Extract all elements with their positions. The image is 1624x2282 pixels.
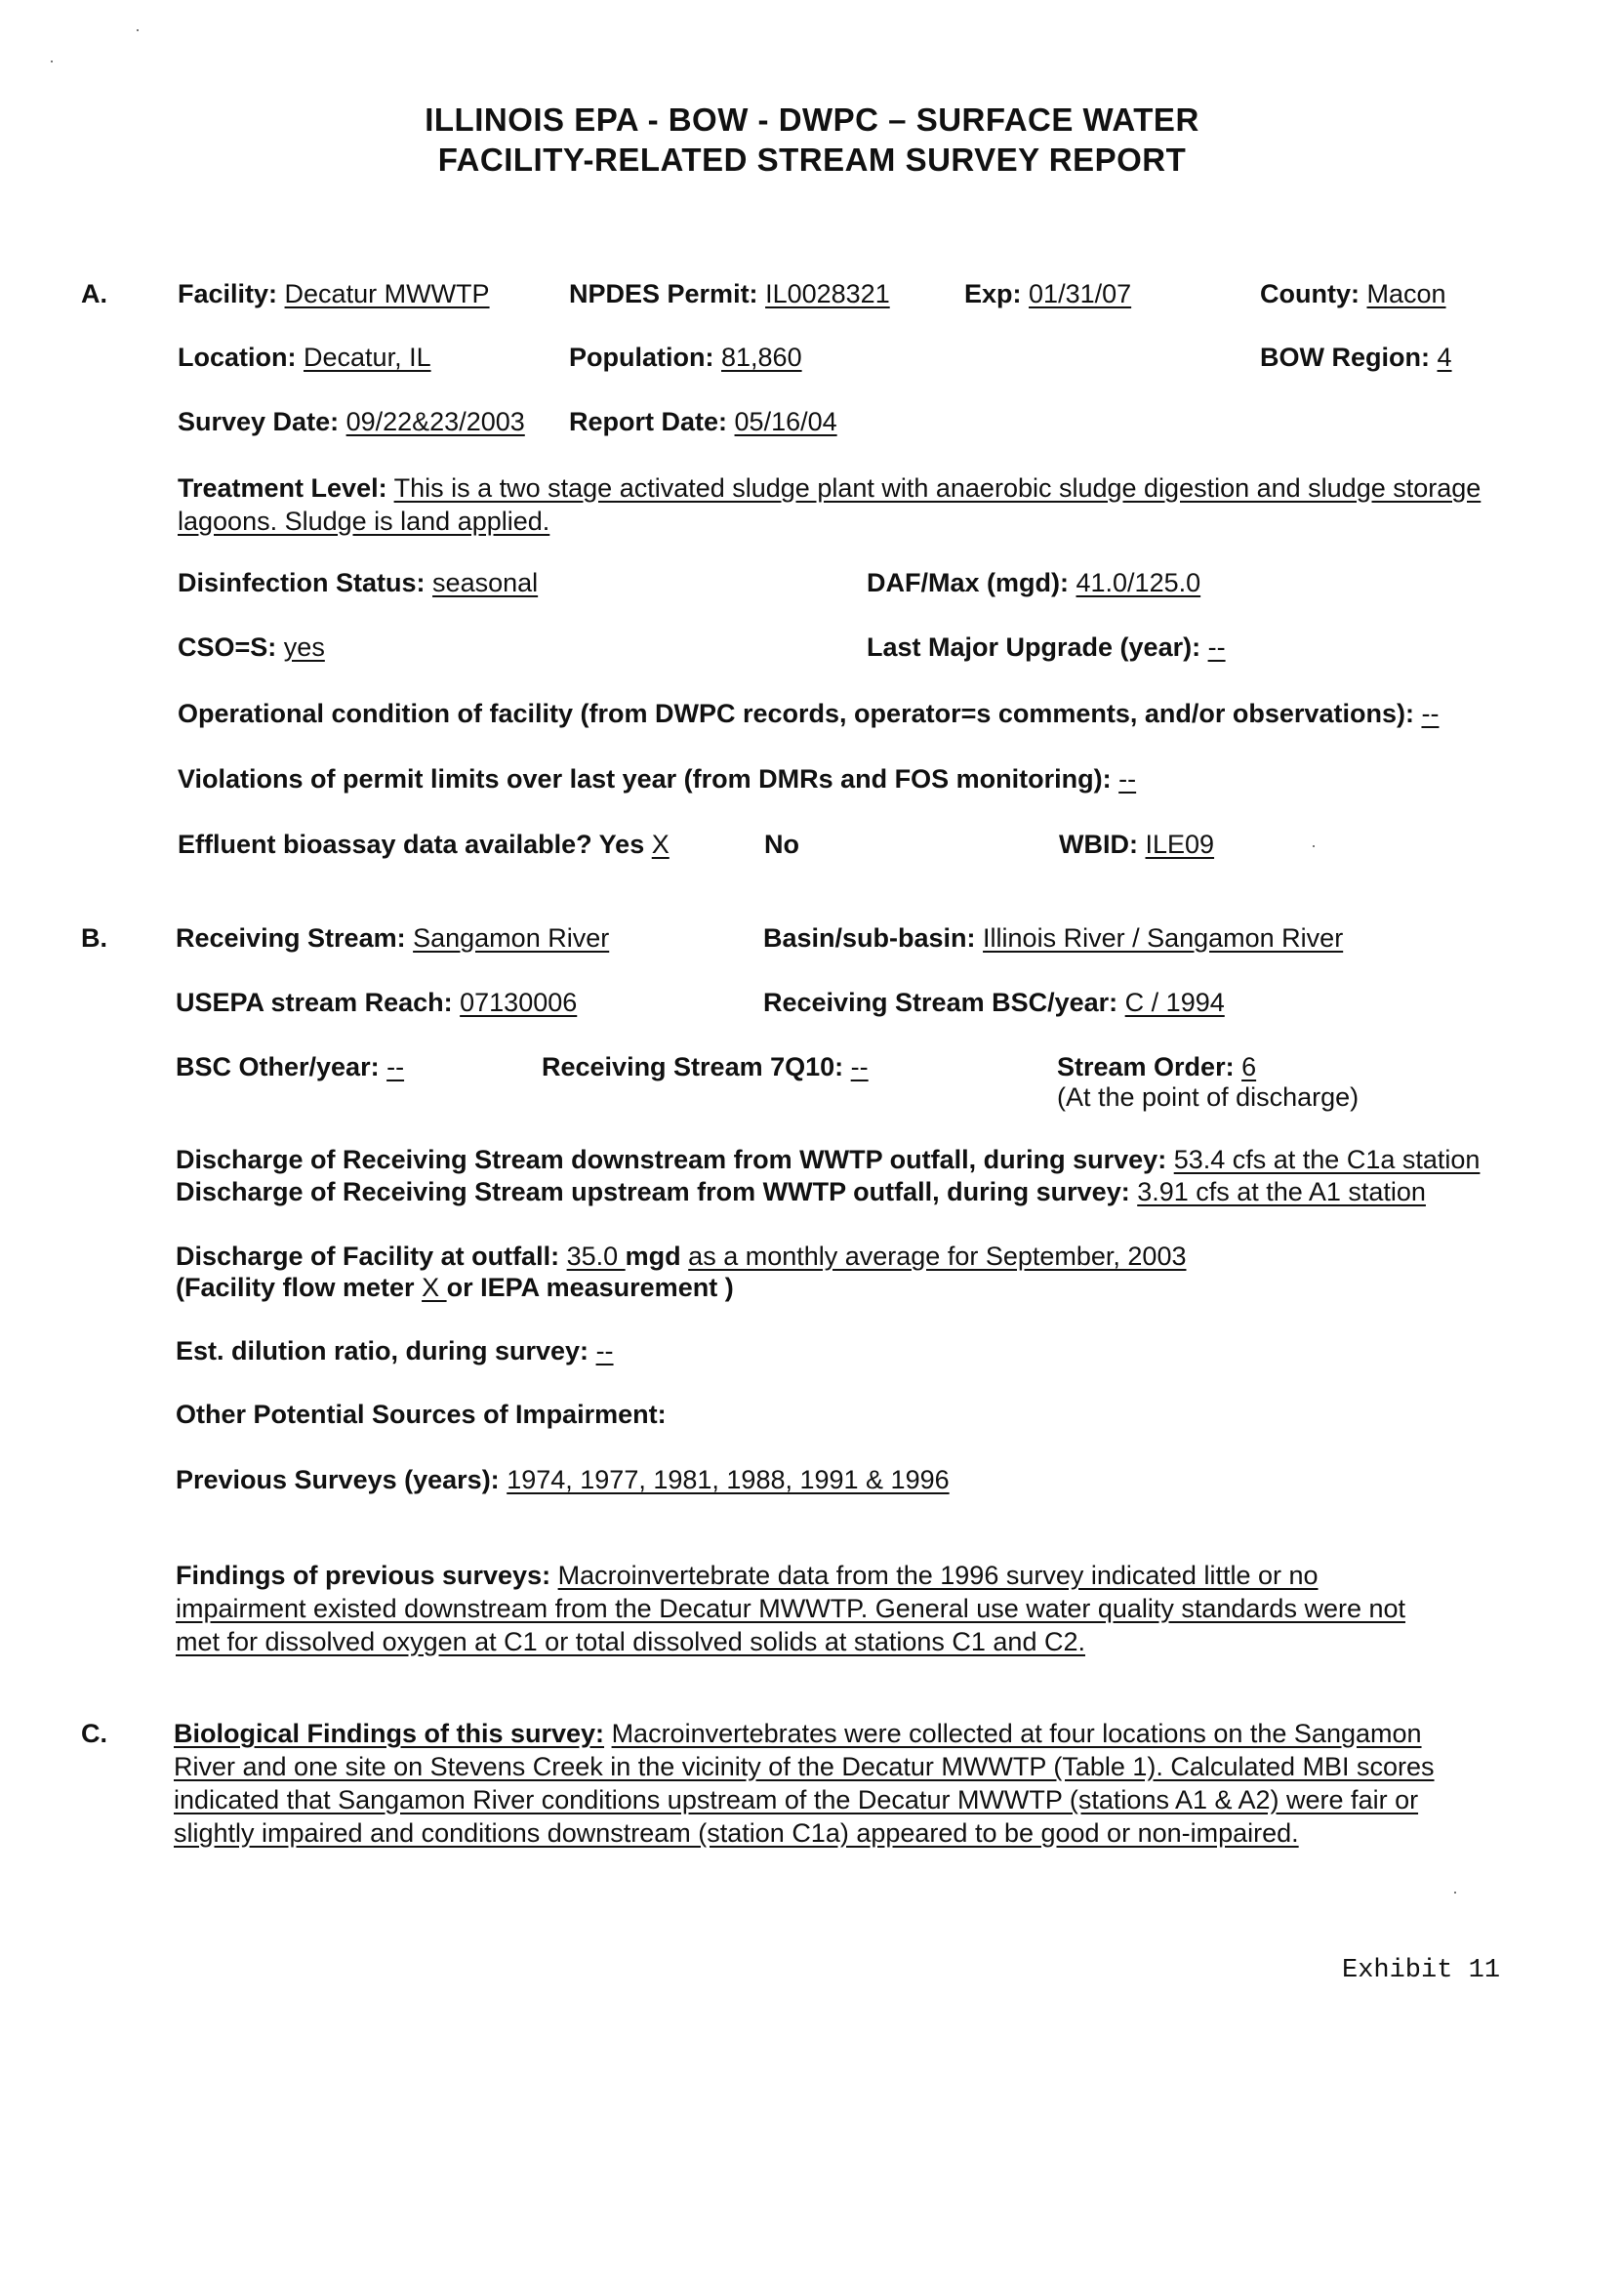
- flow-meter-label: (Facility flow meter: [176, 1273, 415, 1302]
- upgrade-row: [867, 631, 1226, 664]
- reach-label: USEPA stream Reach:: [176, 988, 453, 1017]
- stream-order-value: 6: [1241, 1052, 1257, 1081]
- wbid-label: WBID:: [1059, 830, 1138, 859]
- facility-discharge-unit: mgd: [625, 1242, 681, 1271]
- previous-surveys-label: Previous Surveys (years):: [176, 1465, 500, 1494]
- population-value: 81,860: [721, 343, 802, 372]
- upstream-discharge-value: 3.91 cfs at the A1 station: [1137, 1177, 1426, 1206]
- daf-label: DAF/Max (mgd):: [867, 568, 1069, 597]
- wbid-value: ILE09: [1145, 830, 1215, 859]
- daf-row: [867, 566, 1200, 599]
- q710-label: Receiving Stream 7Q10:: [542, 1052, 844, 1081]
- scan-speck: [1313, 845, 1315, 847]
- section-b-marker: B.: [81, 923, 107, 953]
- bioassay-row: [178, 828, 670, 861]
- stream-order-row: [1057, 1050, 1256, 1083]
- q710-value: --: [850, 1052, 869, 1081]
- downstream-discharge-label: Discharge of Receiving Stream downstream from WWTP outfall, during survey:: [176, 1145, 1167, 1174]
- basin-row: [763, 921, 1343, 955]
- section-c-marker: C.: [81, 1719, 107, 1748]
- bsc-other-value: --: [386, 1052, 405, 1081]
- county-value: Macon: [1366, 279, 1446, 308]
- report-title-line2: FACILITY-RELATED STREAM SURVEY REPORT: [437, 142, 1187, 178]
- facility-row: [178, 277, 490, 310]
- report-date-value: 05/16/04: [734, 407, 837, 436]
- daf-value: 41.0/125.0: [1076, 568, 1201, 597]
- biological-findings-label: Biological Findings of this survey:: [174, 1719, 605, 1748]
- facility-label: Facility:: [178, 279, 278, 308]
- exp-label: Exp:: [964, 279, 1022, 308]
- upstream-discharge-row: [176, 1175, 1426, 1208]
- violations-label: Violations of permit limits over last year (from DMRs and FOS monitoring):: [178, 764, 1112, 794]
- dilution-label: Est. dilution ratio, during survey:: [176, 1336, 589, 1365]
- exhibit-label: Exhibit 11: [1342, 1956, 1501, 1985]
- violations-value: --: [1118, 764, 1137, 794]
- q710-row: [542, 1050, 869, 1083]
- report-date-label: Report Date:: [569, 407, 728, 436]
- stream-order-label: Stream Order:: [1057, 1052, 1235, 1081]
- treatment-value: This is a two stage activated sludge plant with anaerobic sludge digestion and sludge storage lagoons. Sludge is land applied.: [178, 473, 1482, 536]
- operational-row: [178, 697, 1439, 730]
- biological-findings-paragraph: [174, 1717, 1442, 1850]
- npdes-row: [569, 277, 890, 310]
- location-value: Decatur, IL: [304, 343, 431, 372]
- scan-speck: [51, 61, 53, 62]
- disinfection-value: seasonal: [432, 568, 539, 597]
- population-label: Population:: [569, 343, 714, 372]
- operational-label: Operational condition of facility (from DWPC records, operator=s comments, and/or observations):: [178, 699, 1414, 728]
- upgrade-label: Last Major Upgrade (year):: [867, 632, 1201, 662]
- flow-meter-row: [176, 1271, 734, 1304]
- location-label: Location:: [178, 343, 297, 372]
- bioassay-yes-value: X: [651, 830, 670, 859]
- facility-value: Decatur MWWTP: [284, 279, 490, 308]
- disinfection-label: Disinfection Status:: [178, 568, 426, 597]
- report-date-row: [569, 405, 837, 438]
- basin-value: Illinois River / Sangamon River: [983, 923, 1344, 953]
- bsc-value: C / 1994: [1124, 988, 1225, 1017]
- receiving-stream-value: Sangamon River: [413, 923, 610, 953]
- downstream-discharge-row: [176, 1143, 1480, 1176]
- survey-date-row: [178, 405, 525, 438]
- previous-surveys-row: [176, 1463, 950, 1496]
- impairment-label: Other Potential Sources of Impairment:: [176, 1400, 667, 1429]
- facility-discharge-note: as a monthly average for September, 2003: [688, 1242, 1187, 1271]
- scan-speck: [137, 29, 139, 31]
- flow-meter-value: X: [422, 1273, 447, 1302]
- survey-date-value: 09/22&23/2003: [345, 407, 525, 436]
- facility-discharge-label: Discharge of Facility at outfall:: [176, 1242, 560, 1271]
- basin-label: Basin/sub-basin:: [763, 923, 976, 953]
- section-a-marker: A.: [81, 279, 107, 308]
- upstream-discharge-label: Discharge of Receiving Stream upstream from WWTP outfall, during survey:: [176, 1177, 1130, 1206]
- reach-row: [176, 986, 577, 1019]
- bioassay-no-label: No: [764, 830, 799, 859]
- county-row: [1260, 277, 1446, 310]
- impairment-row: [176, 1398, 667, 1431]
- previous-surveys-value: 1974, 1977, 1981, 1988, 1991 & 1996: [507, 1465, 950, 1494]
- region-value: 4: [1437, 343, 1452, 372]
- biological-findings-value: Macroinvertebrates were collected at four locations on the Sangamon River and one site on Stevens Creek in the vicinity of the Decatur MWWTP (Table 1). Calculated MBI scores indicated that Sangamon River conditions upstream of the Decatur MWWTP (stations A1 & A2) were fair or slightly impaired and conditions downstream (station C1a) appeared to be good or non-impaired.: [174, 1719, 1435, 1848]
- previous-findings-value: Macroinvertebrate data from the 1996 survey indicated little or no impairment existed downstream from the Decatur MWWTP. General use water quality standards were not met for dissolved oxygen at C1 or total dissolved solids at stations C1 and C2.: [176, 1561, 1406, 1656]
- county-label: County:: [1260, 279, 1360, 308]
- scan-speck: [1454, 1892, 1456, 1894]
- dilution-row: [176, 1334, 614, 1367]
- receiving-stream-row: [176, 921, 609, 955]
- iepa-label: or IEPA measurement: [446, 1273, 718, 1302]
- downstream-discharge-value: 53.4 cfs at the C1a station: [1173, 1145, 1481, 1174]
- stream-order-note: (At the point of discharge): [1057, 1082, 1360, 1112]
- exp-row: [964, 277, 1131, 310]
- facility-discharge-value: 35.0: [566, 1242, 626, 1271]
- bioassay-label: Effluent bioassay data available? Yes: [178, 830, 645, 859]
- facility-discharge-row: [176, 1240, 1186, 1273]
- iepa-close: ): [724, 1273, 734, 1302]
- previous-findings-label: Findings of previous surveys:: [176, 1561, 551, 1590]
- population-row: [569, 341, 802, 374]
- receiving-stream-label: Receiving Stream:: [176, 923, 406, 953]
- cso-label: CSO=S:: [178, 632, 277, 662]
- npdes-value: IL0028321: [765, 279, 890, 308]
- exp-value: 01/31/07: [1029, 279, 1132, 308]
- cso-row: [178, 631, 325, 664]
- dilution-value: --: [595, 1336, 614, 1365]
- bsc-label: Receiving Stream BSC/year:: [763, 988, 1118, 1017]
- violations-row: [178, 762, 1136, 795]
- operational-value: --: [1421, 699, 1440, 728]
- location-row: [178, 341, 431, 374]
- npdes-label: NPDES Permit:: [569, 279, 758, 308]
- survey-date-label: Survey Date:: [178, 407, 340, 436]
- bsc-other-label: BSC Other/year:: [176, 1052, 380, 1081]
- region-row: [1260, 341, 1452, 374]
- report-title-line1: ILLINOIS EPA - BOW - DWPC – SURFACE WATER: [425, 102, 1199, 138]
- treatment-label: Treatment Level:: [178, 473, 387, 503]
- reach-value: 07130006: [460, 988, 578, 1017]
- treatment-paragraph: [178, 471, 1544, 538]
- previous-findings-paragraph: [176, 1559, 1444, 1658]
- bsc-other-row: [176, 1050, 404, 1083]
- bioassay-no-row: [764, 828, 799, 861]
- wbid-row: [1059, 828, 1214, 861]
- disinfection-row: [178, 566, 538, 599]
- upgrade-value: --: [1207, 632, 1226, 662]
- region-label: BOW Region:: [1260, 343, 1430, 372]
- cso-value: yes: [283, 632, 325, 662]
- bsc-row: [763, 986, 1225, 1019]
